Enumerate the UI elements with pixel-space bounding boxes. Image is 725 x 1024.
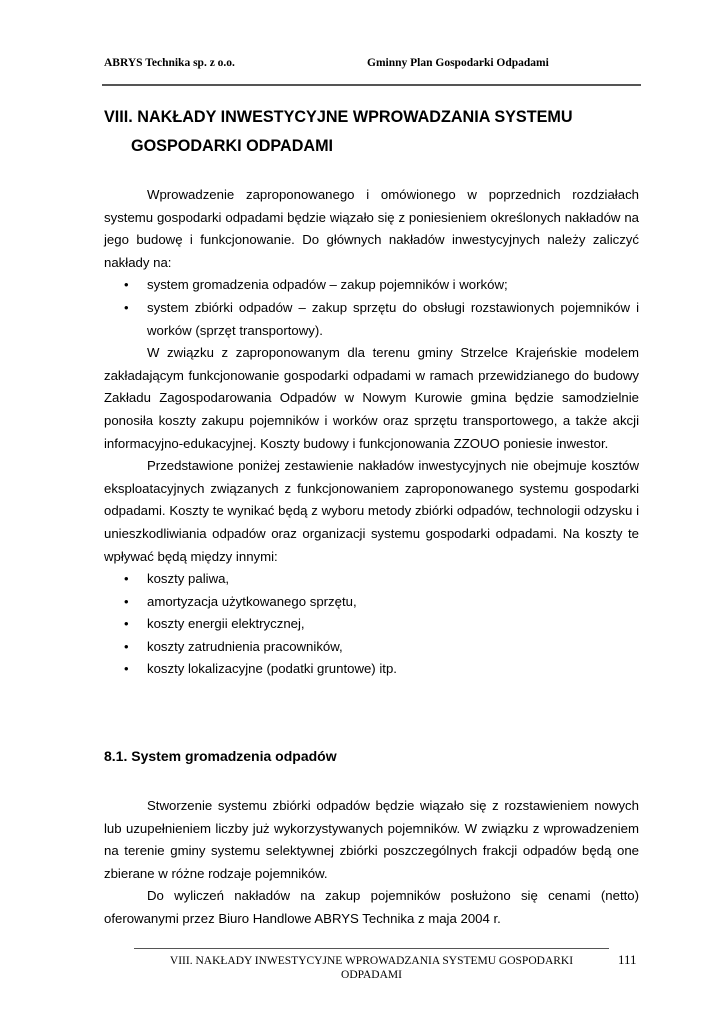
chapter-title-line2: GOSPODARKI ODPADAMI — [131, 137, 334, 155]
footer-divider — [134, 948, 609, 949]
bullet-icon: • — [124, 661, 129, 677]
intro-paragraph: Wprowadzenie zaproponowanego i omówionego w poprzednich rozdziałach systemu gospodarki odpadami będzie wiązało się z poniesieniem określonych nakładów na jego budowę i funkcjonowanie. Do głównych nakładów inwestycyjnych należy zaliczyć nakłady na: — [104, 187, 639, 270]
list-item: • system gromadzenia odpadów – zakup pojemników i worków; — [104, 274, 639, 297]
paragraph-costs: Przedstawione poniżej zestawienie nakładów inwestycyjnych nie obejmuje kosztów eksploatacyjnych związanych z funkcjonowaniem zaproponowanego systemu gospodarki odpadami. Koszty te wynikać będą z wyboru metody zbiórki odpadów, technologii odzysku i unieszkodliwiania odpadów oraz organizacji systemu gospodarki odpadami. Na koszty te wpływać będą między innymi: — [104, 458, 639, 564]
chapter-title-line1: VIII. NAKŁADY INWESTYCYJNE WPROWADZANIA SYSTEMU — [104, 108, 573, 126]
list-item: • koszty energii elektrycznej, — [104, 613, 639, 636]
section-paragraph2: Do wyliczeń nakładów na zakup pojemników posłużono się cenami (netto) oferowanymi przez Biuro Handlowe ABRYS Technika z maja 2004 r. — [104, 888, 639, 926]
header-divider — [102, 84, 641, 86]
main-body — [104, 184, 639, 681]
bullet-icon: • — [124, 593, 129, 609]
bullet-icon: • — [124, 299, 129, 315]
paragraph-model: W związku z zaproponowanym dla terenu gminy Strzelce Krajeńskie modelem zakładającym funkcjonowanie gospodarki odpadami w ramach przewidzianego do budowy Zakładu Zagospodarowania Odpadów w Nowym Kurowie gmina będzie samodzielnie ponosiła koszty zakupu pojemników i worków oraz sprzętu transportowego, a także akcji informacyjno-edukacyjnej. Koszty budowy i funkcjonowania ZZOUO poniesie inwestor. — [104, 345, 639, 451]
investment-list — [104, 274, 639, 342]
header-document-title: Gminny Plan Gospodarki Odpadami — [367, 57, 549, 69]
list-item: • koszty zatrudnienia pracowników, — [104, 636, 639, 659]
list-item: • koszty lokalizacyjne (podatki gruntowe) itp. — [104, 658, 639, 681]
page-number: 111 — [618, 952, 637, 967]
bullet-icon: • — [124, 616, 129, 632]
bullet-icon: • — [124, 571, 129, 587]
page-header — [104, 57, 620, 75]
footer-line2: ODPADAMI — [341, 969, 402, 981]
list-item: • amortyzacja użytkowanego sprzętu, — [104, 591, 639, 614]
bullet-icon: • — [124, 638, 129, 654]
bullet-icon: • — [124, 277, 129, 293]
section-paragraph1: Stworzenie systemu zbiórki odpadów będzie wiązało się z rozstawieniem nowych lub uzupełnieniem liczby już wykorzystywanych pojemników. W związku z wprowadzeniem na terenie gminy systemu selektywnej zbiórki poszczególnych frakcji odpadów będą one zbierane w różne rodzaje pojemników. — [104, 798, 639, 881]
section-body — [104, 795, 639, 931]
list-item: • koszty paliwa, — [104, 568, 639, 591]
page-footer — [134, 954, 609, 982]
list-item: • system zbiórki odpadów – zakup sprzętu do obsługi rozstawionych pojemników i worków (sprzęt transportowy). — [104, 297, 639, 342]
cost-list — [104, 568, 639, 681]
section-title: 8.1. System gromadzenia odpadów — [104, 748, 337, 764]
header-company: ABRYS Technika sp. z o.o. — [104, 57, 235, 69]
footer-line1: VIII. NAKŁADY INWESTYCYJNE WPROWADZANIA SYSTEMU GOSPODARKI — [169, 955, 574, 967]
